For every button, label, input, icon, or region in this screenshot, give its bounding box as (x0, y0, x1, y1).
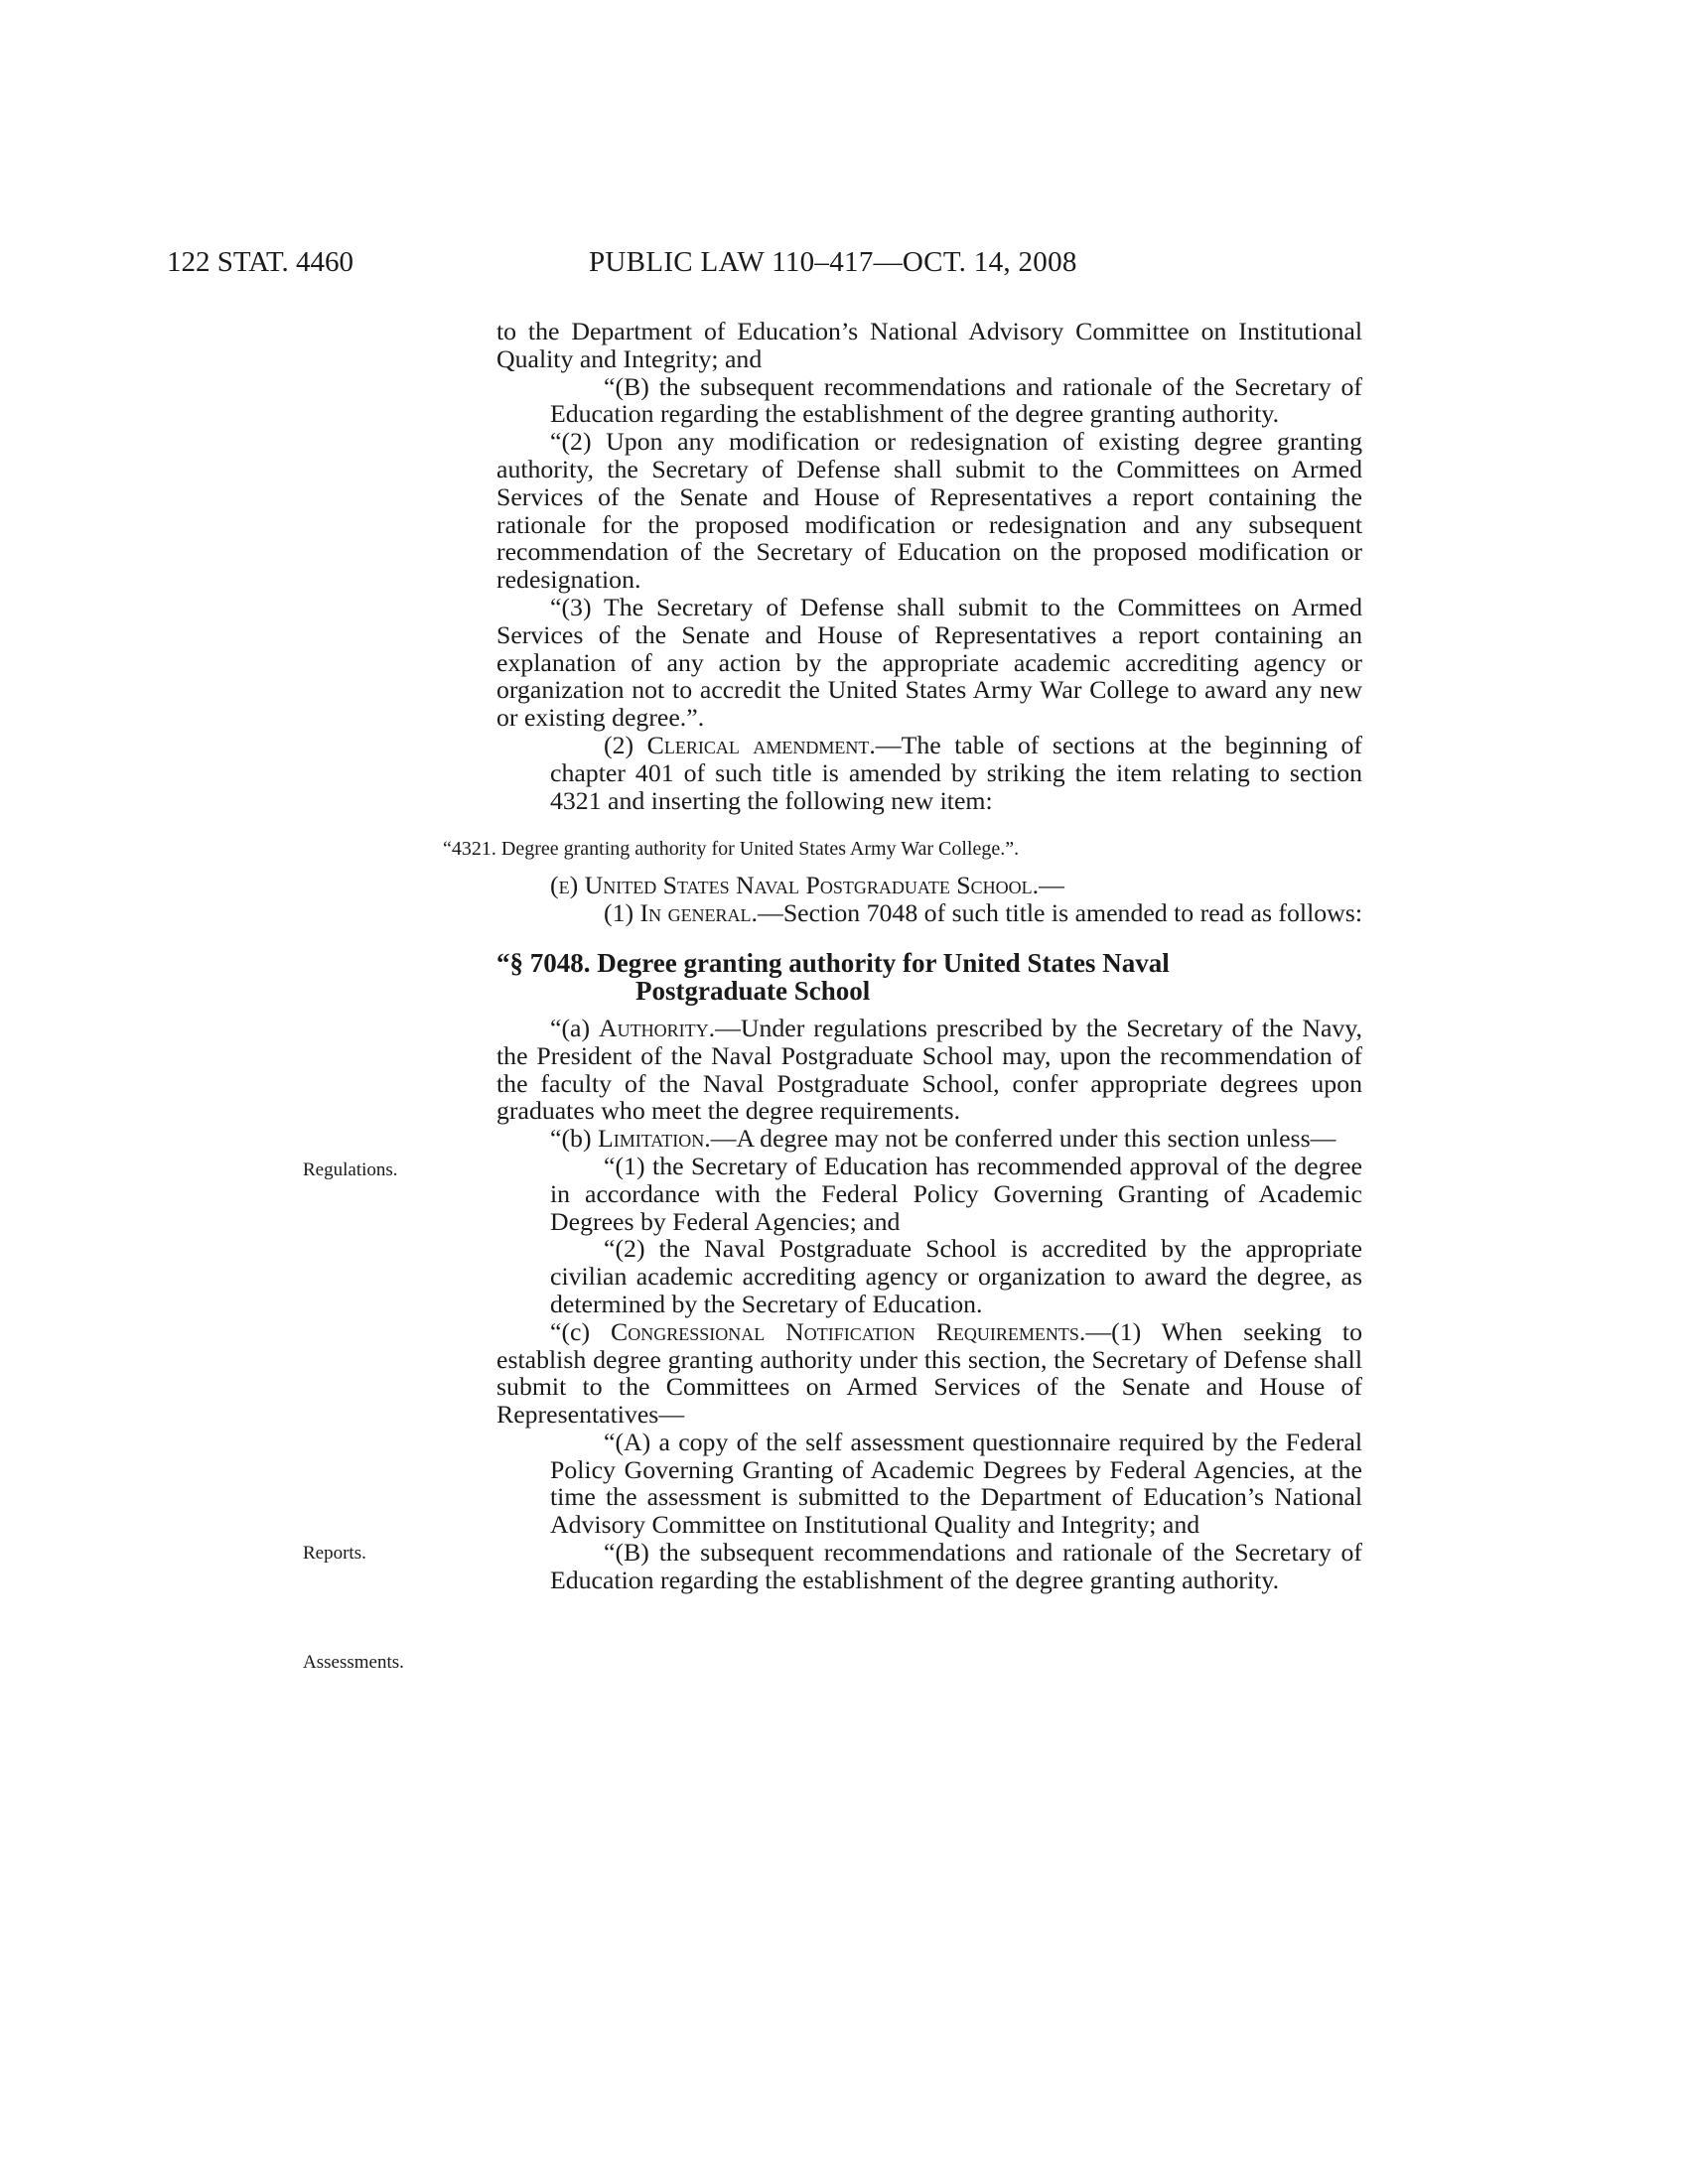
in-general-label: (1) In general. (604, 898, 759, 928)
paragraph-b1: “(1) the Secretary of Education has recommended approval of the degree in accordance with the Federal Policy Governing Granting of Academic Degrees by Federal Agencies; and (550, 1151, 1362, 1236)
c-open: “(c) (550, 1316, 612, 1346)
clerical-amendment-label: (2) Clerical amendment. (604, 730, 876, 759)
notification-text: —(1) When seeking to establish degree granting authority under this section, the Secretary of Defense shall submit to the Committees on Armed Services of the Senate and House of Representatives— (496, 1316, 1362, 1430)
statute-page-number: 122 STAT. 4460 (167, 246, 354, 278)
limitation-label: Limitation. (597, 1124, 711, 1154)
section-heading-line1: “§ 7048. Degree granting authority for United States Naval (496, 947, 1170, 978)
paragraph-3: “(3) The Secretary of Defense shall submit to the Committees on Armed Services of the Senate and House of Representatives a report containing an explanation of any action by the appropriate academic accrediting agency or organization not to accredit the United States Army War College to award any new or existing degree.”. (496, 592, 1362, 733)
paragraph-c-notification (496, 1318, 1362, 1429)
section-heading (496, 949, 1362, 1005)
paragraph-subparagraph-b: “(B) the subsequent recommendations and rationale of the Secretary of Education regarding the establishment of the degree granting authority. (550, 371, 1362, 429)
paragraph-continuation: to the Department of Education’s National Advisory Committee on Institutional Quality and Integrity; and (496, 317, 1362, 373)
section-heading-line2: Postgraduate School (635, 975, 871, 1006)
limitation-text: —A degree may not be conferred under this section unless— (710, 1124, 1336, 1154)
paragraph-2: “(2) Upon any modification or redesignation of existing degree granting authority, the Secretary of Defense shall submit to the Committees on Armed Services of the Senate and House of Representatives a report containing the rationale for the proposed modification or redesignation and any subsequent recommendation of the Secretary of Education on the proposed modification or redesignation. (496, 427, 1362, 595)
a-open: “(a) (550, 1013, 599, 1042)
paragraph-b-limitation (496, 1125, 1362, 1153)
paragraph-subsection-e (496, 872, 1362, 899)
page-header (167, 246, 1319, 290)
public-law-title: PUBLIC LAW 110–417—OCT. 14, 2008 (589, 246, 1077, 278)
subsection-e-label: (e) United States Naval Postgraduate School. (550, 871, 1040, 900)
paragraph-c-B: “(B) the subsequent recommendations and rationale of the Secretary of Education regarding the establishment of the degree granting authority. (550, 1538, 1362, 1594)
table-of-sections-item: “4321. Degree granting authority for United States Army War College.”. (443, 838, 1020, 861)
paragraph-clerical-amendment (496, 732, 1362, 814)
b-open: “(b) (550, 1124, 598, 1154)
clerical-amendment-text: —The table of sections at the beginning of chapter 401 of such title is amended by striking the item relating to section 4321 and inserting the following new item: (550, 730, 1362, 815)
paragraph-a-authority (496, 1015, 1362, 1125)
margin-note-reports: Reports. (303, 1543, 366, 1564)
margin-note-assessments: Assessments. (303, 1652, 404, 1673)
paragraph-in-general (496, 899, 1362, 927)
in-general-text: —Section 7048 of such title is amended to read as follows: (758, 898, 1362, 928)
notification-label: Congressional Notification Requirements. (611, 1316, 1086, 1346)
paragraph-b2: “(2) the Naval Postgraduate School is accredited by the appropriate civilian academic accrediting agency or organization to award the degree, as determined by the Secretary of Education. (550, 1234, 1362, 1318)
body-text (443, 317, 1363, 1594)
authority-text: —Under regulations prescribed by the Secretary of the Navy, the President of the Naval Postgraduate School may, upon the recommendation of the faculty of the Naval Postgraduate School, confer appropriate degrees upon graduates who meet the degree requirements. (496, 1013, 1363, 1126)
paragraph-c-A: “(A) a copy of the self assessment questionnaire required by the Federal Policy Governing Granting of Academic Degrees by Federal Agencies, at the time the assessment is submitted to the Department of Education’s National Advisory Committee on Institutional Quality and Integrity; and (550, 1427, 1362, 1540)
authority-label: Authority. (599, 1013, 716, 1042)
subsection-e-dash: — (1039, 871, 1064, 900)
margin-note-regulations: Regulations. (303, 1160, 398, 1180)
